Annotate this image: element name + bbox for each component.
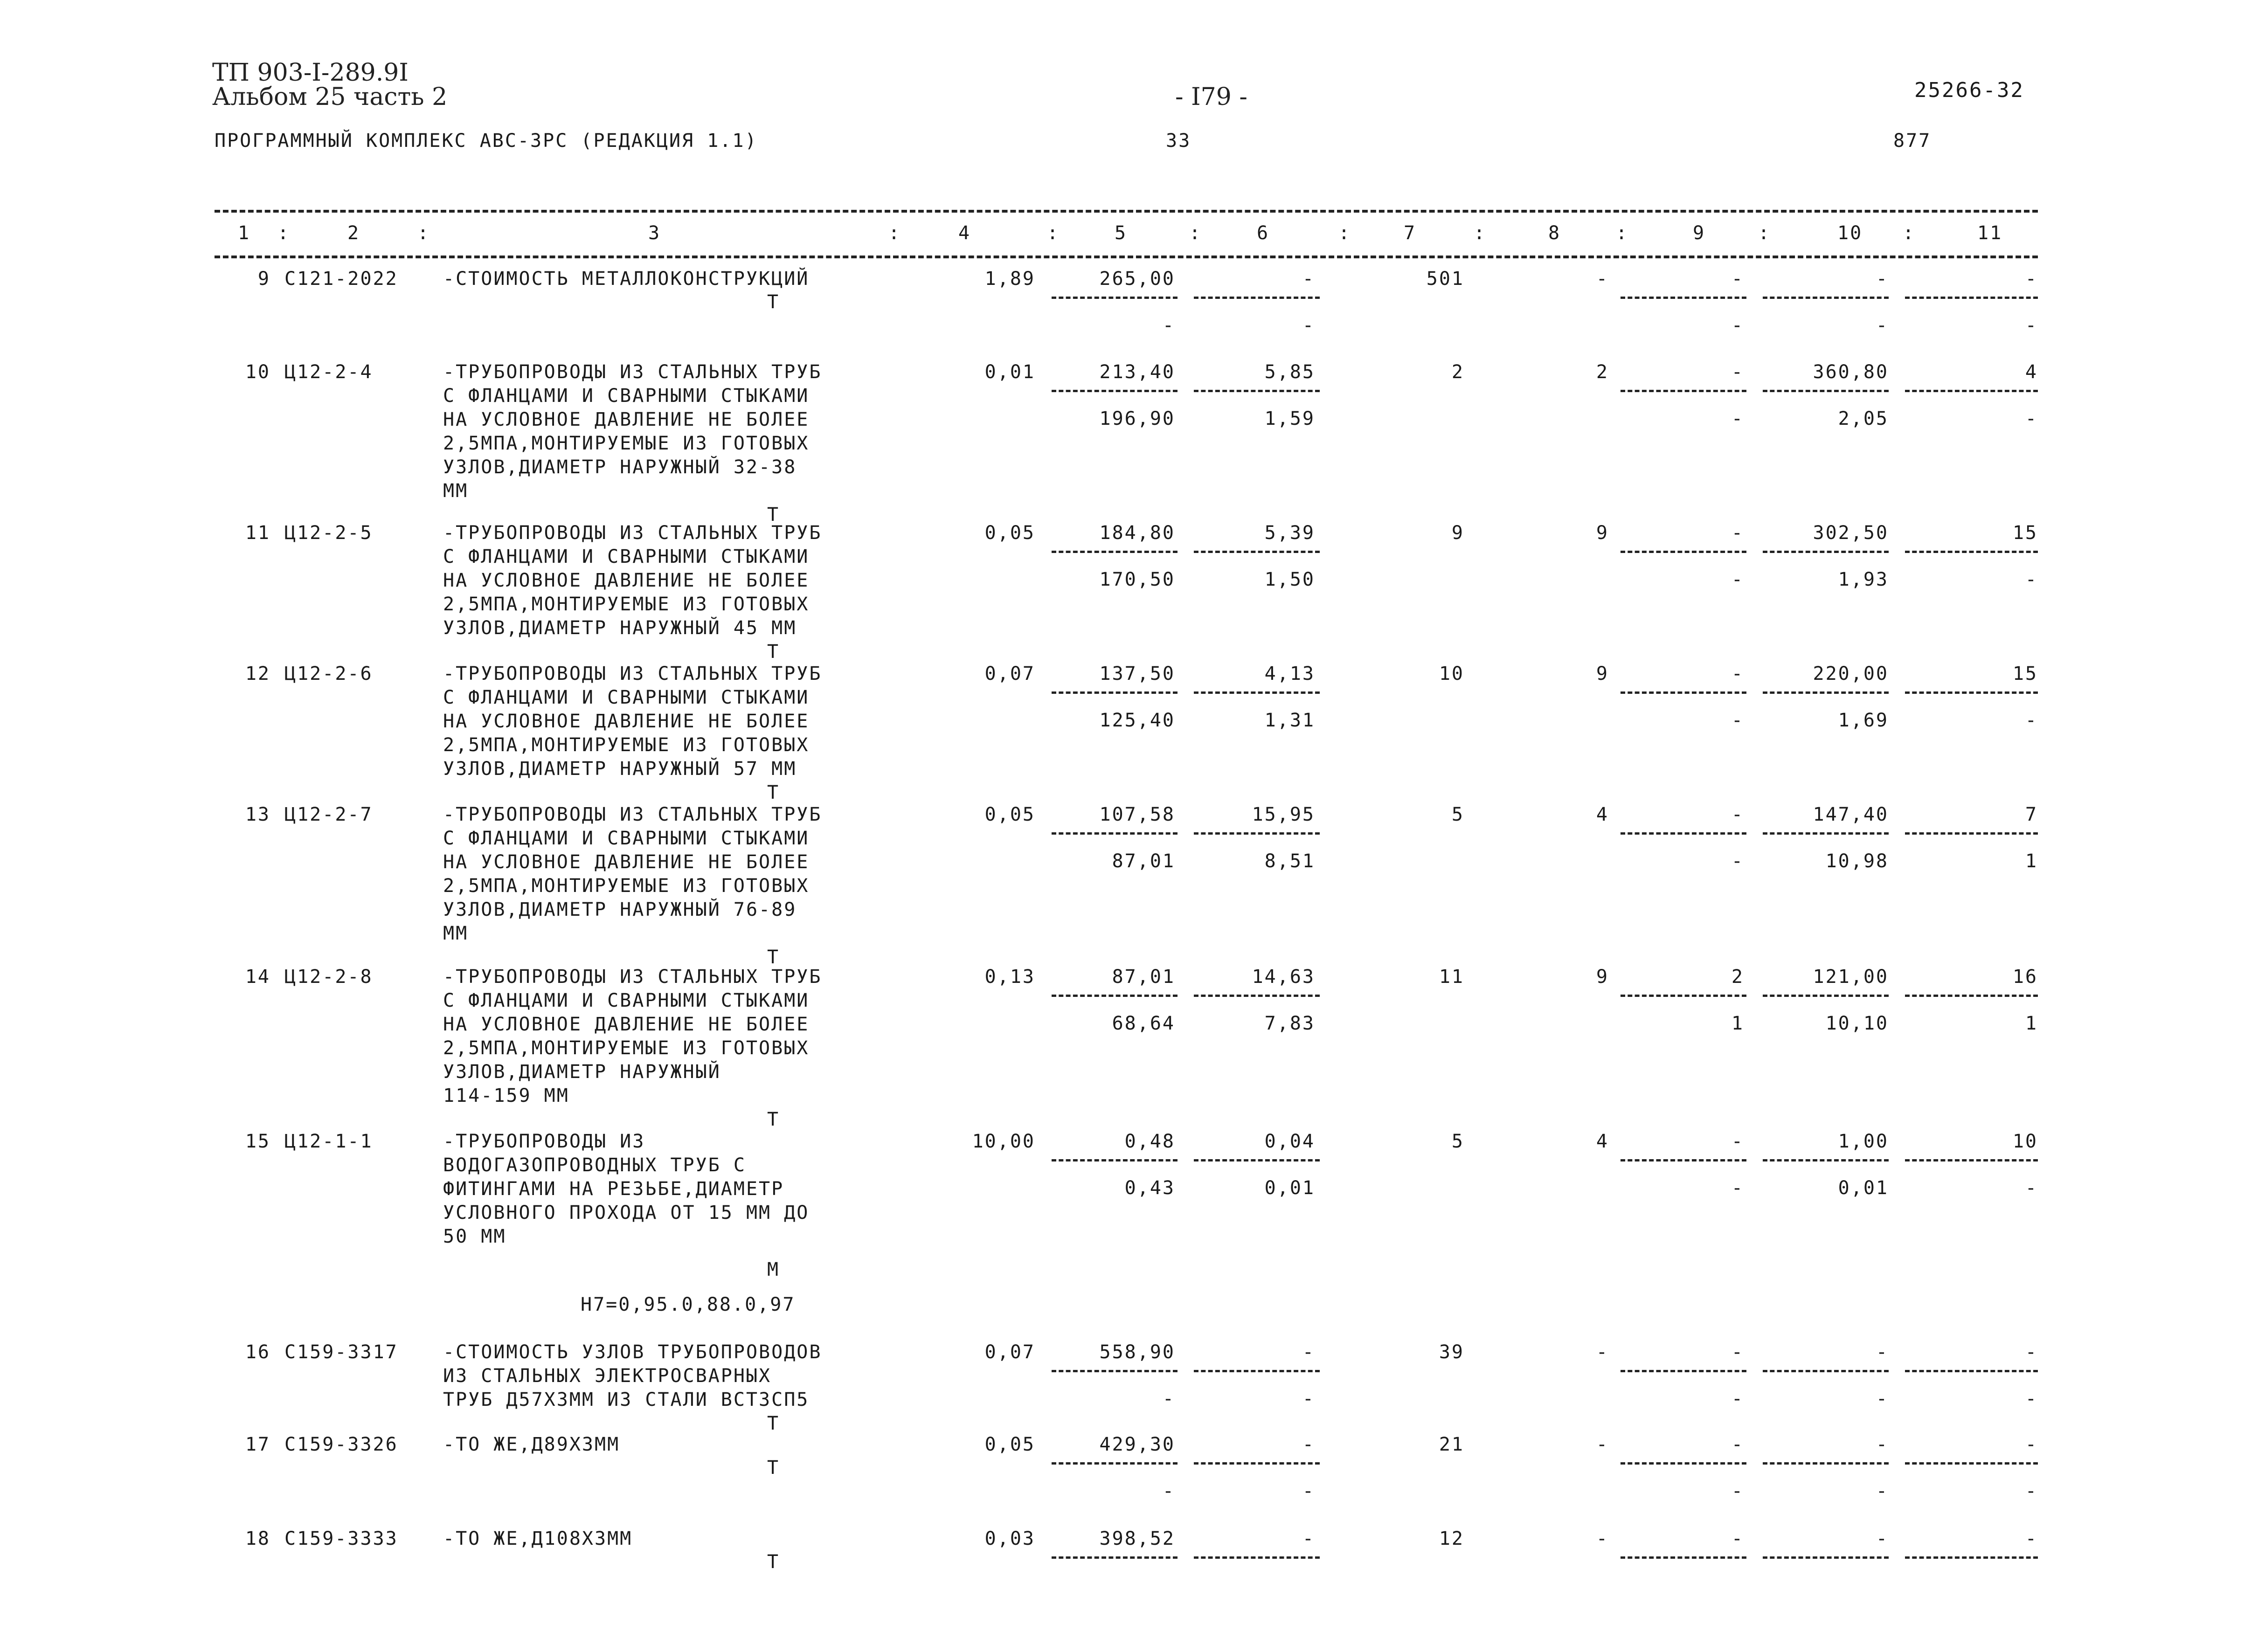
- work-description-line: 2,5МПА,МОНТИРУЕМЫЕ ИЗ ГОТОВЫХ: [443, 594, 810, 615]
- cost-machines-value: -: [1731, 522, 1744, 544]
- work-description-line: УЗЛОВ,ДИАМЕТР НАРУЖНЫЙ 32-38: [443, 456, 797, 478]
- price-machines-value: -: [1302, 1528, 1315, 1549]
- labor-machinists-total-value: 1: [2025, 850, 2038, 872]
- fraction-line: [1194, 390, 1320, 392]
- price-machinist-wages-value: 1,50: [1264, 569, 1315, 590]
- quantity-value: 0,03: [984, 1528, 1035, 1549]
- work-description-line: -СТОИМОСТЬ УЗЛОВ ТРУБОПРОВОДОВ: [443, 1341, 822, 1363]
- column-header-10: 10: [1837, 222, 1863, 244]
- unit-of-measure: Т: [767, 291, 780, 313]
- cost-machines-value: 2: [1731, 966, 1744, 988]
- quantity-value: 10,00: [972, 1131, 1035, 1152]
- labor-value: -: [1876, 1341, 1889, 1363]
- price-machines-value: 15,95: [1252, 804, 1315, 825]
- column-separator: :: [1616, 222, 1629, 244]
- fraction-line: [1763, 995, 1889, 997]
- cost-wages-value: 9: [1596, 663, 1609, 684]
- cost-machinist-wages-value: -: [1731, 1388, 1744, 1410]
- cost-machines-value: -: [1731, 268, 1744, 290]
- price-machines-value: -: [1302, 268, 1315, 290]
- row-number: 12: [245, 663, 270, 684]
- cost-total-value: 5: [1451, 804, 1464, 825]
- fraction-line: [1621, 1462, 1746, 1465]
- labor-value: -: [1876, 1528, 1889, 1549]
- labor-machinists-total-value: -: [2025, 315, 2038, 336]
- row-number: 11: [245, 522, 270, 544]
- price-machinist-wages-value: 1,31: [1264, 710, 1315, 731]
- column-separator: :: [1474, 222, 1487, 244]
- labor-machinists-value: 10,10: [1825, 1013, 1889, 1034]
- work-description-line: ВОДОГАЗОПРОВОДНЫХ ТРУБ С: [443, 1154, 746, 1176]
- fraction-line: [1763, 1370, 1889, 1372]
- labor-value: 1,00: [1838, 1131, 1889, 1152]
- column-header-4: 4: [958, 222, 971, 244]
- fraction-line: [1763, 390, 1889, 392]
- labor-machinists-total-value: -: [2025, 1388, 2038, 1410]
- work-description-line: -ТО ЖЕ,Д108Х3ММ: [443, 1528, 633, 1549]
- labor-value: -: [1876, 268, 1889, 290]
- cost-total-value: 9: [1451, 522, 1464, 544]
- price-machinist-wages-value: 7,83: [1264, 1013, 1315, 1034]
- price-total-value: 213,40: [1099, 361, 1175, 383]
- quantity-value: 0,13: [984, 966, 1035, 988]
- cost-total-value: 501: [1426, 268, 1464, 290]
- price-total-value: 87,01: [1112, 966, 1175, 988]
- column-separator: :: [1189, 222, 1202, 244]
- column-header-7: 7: [1404, 222, 1417, 244]
- fraction-line: [1052, 1556, 1177, 1559]
- labor-machinists-total-value: -: [2025, 710, 2038, 731]
- fraction-line: [1052, 551, 1177, 553]
- fraction-line: [1905, 1462, 2038, 1465]
- fraction-line: [1763, 297, 1889, 299]
- work-description-line: С ФЛАНЦАМИ И СВАРНЫМИ СТЫКАМИ: [443, 385, 810, 407]
- quantity-value: 0,05: [984, 1434, 1035, 1455]
- fraction-line: [1194, 551, 1320, 553]
- work-description-line: ММ: [443, 480, 469, 502]
- price-wages-value: -: [1162, 315, 1175, 336]
- column-header-6: 6: [1257, 222, 1270, 244]
- unit-of-measure: Т: [767, 947, 780, 968]
- work-description-line: -ТРУБОПРОВОДЫ ИЗ СТАЛЬНЫХ ТРУБ: [443, 361, 822, 383]
- fraction-line: [1905, 1370, 2038, 1372]
- row-number: 15: [245, 1131, 270, 1152]
- row-number: 17: [245, 1434, 270, 1455]
- cost-machinist-wages-value: -: [1731, 315, 1744, 336]
- coefficient-note: Н7=0,95.0,88.0,97: [581, 1294, 796, 1315]
- price-wages-value: 87,01: [1112, 850, 1175, 872]
- work-description-line: С ФЛАНЦАМИ И СВАРНЫМИ СТЫКАМИ: [443, 990, 810, 1011]
- fraction-line: [1621, 691, 1746, 694]
- price-machinist-wages-value: 8,51: [1264, 850, 1315, 872]
- fraction-line: [1905, 297, 2038, 299]
- price-wages-value: 196,90: [1099, 408, 1175, 429]
- fraction-line: [1905, 1159, 2038, 1161]
- labor-total-value: -: [2025, 1341, 2038, 1363]
- price-total-value: 107,58: [1099, 804, 1175, 825]
- fraction-line: [1194, 1159, 1320, 1161]
- price-machinist-wages-value: -: [1302, 1388, 1315, 1410]
- work-description-line: -ТО ЖЕ,Д89Х3ММ: [443, 1434, 620, 1455]
- program-title: ПРОГРАММНЫЙ КОМПЛЕКС АВС-3РС (РЕДАКЦИЯ 1.1): [215, 130, 758, 152]
- unit-of-measure: Т: [767, 504, 780, 525]
- price-wages-value: 125,40: [1099, 710, 1175, 731]
- price-total-value: 558,90: [1099, 1341, 1175, 1363]
- quantity-value: 0,05: [984, 522, 1035, 544]
- work-description-line: 2,5МПА,МОНТИРУЕМЫЕ ИЗ ГОТОВЫХ: [443, 734, 810, 756]
- labor-total-value: 15: [2012, 522, 2038, 544]
- column-separator: :: [888, 222, 901, 244]
- price-total-value: 0,48: [1124, 1131, 1175, 1152]
- labor-value: 121,00: [1813, 966, 1889, 988]
- work-description-line: -ТРУБОПРОВОДЫ ИЗ СТАЛЬНЫХ ТРУБ: [443, 663, 822, 684]
- cost-machines-value: -: [1731, 1341, 1744, 1363]
- column-header-9: 9: [1693, 222, 1706, 244]
- unit-of-measure: М: [767, 1259, 780, 1280]
- price-machines-value: 5,39: [1264, 522, 1315, 544]
- fraction-line: [1905, 551, 2038, 553]
- cost-wages-value: -: [1596, 1341, 1609, 1363]
- cost-machines-value: -: [1731, 1434, 1744, 1455]
- quantity-value: 0,01: [984, 361, 1035, 383]
- work-description-line: 2,5МПА,МОНТИРУЕМЫЕ ИЗ ГОТОВЫХ: [443, 875, 810, 897]
- price-wages-value: 0,43: [1124, 1177, 1175, 1199]
- work-description-line: НА УСЛОВНОЕ ДАВЛЕНИЕ НЕ БОЛЕЕ: [443, 851, 810, 873]
- labor-machinists-total-value: -: [2025, 1177, 2038, 1199]
- fraction-line: [1905, 995, 2038, 997]
- labor-machinists-value: 2,05: [1838, 408, 1889, 429]
- fraction-line: [1194, 832, 1320, 835]
- fraction-line: [1052, 390, 1177, 392]
- fraction-line: [1052, 995, 1177, 997]
- price-machines-value: 14,63: [1252, 966, 1315, 988]
- cost-wages-value: -: [1596, 268, 1609, 290]
- work-description-line: ТРУБ Д57Х3ММ ИЗ СТАЛИ ВСТ3СП5: [443, 1389, 810, 1410]
- rate-code: С159-3333: [284, 1528, 398, 1549]
- cost-wages-value: -: [1596, 1528, 1609, 1549]
- labor-machinists-value: 0,01: [1838, 1177, 1889, 1199]
- fraction-line: [1621, 832, 1746, 835]
- cost-machines-value: -: [1731, 361, 1744, 383]
- fraction-line: [1621, 1370, 1746, 1372]
- rate-code: Ц12-1-1: [284, 1131, 373, 1152]
- cost-machines-value: -: [1731, 804, 1744, 825]
- cost-wages-value: 9: [1596, 966, 1609, 988]
- page-number: - I79 -: [1175, 83, 1247, 111]
- labor-value: 360,80: [1813, 361, 1889, 383]
- fraction-line: [1052, 832, 1177, 835]
- column-header-8: 8: [1548, 222, 1561, 244]
- labor-machinists-value: -: [1876, 1480, 1889, 1502]
- labor-value: 220,00: [1813, 663, 1889, 684]
- price-total-value: 398,52: [1099, 1528, 1175, 1549]
- cost-wages-value: 2: [1596, 361, 1609, 383]
- price-wages-value: -: [1162, 1480, 1175, 1502]
- quantity-value: 0,07: [984, 663, 1035, 684]
- doc-code: ТП 903-I-289.9I: [212, 59, 409, 87]
- work-description-line: -ТРУБОПРОВОДЫ ИЗ СТАЛЬНЫХ ТРУБ: [443, 804, 822, 825]
- cost-total-value: 2: [1451, 361, 1464, 383]
- column-header-11: 11: [1977, 222, 2003, 244]
- fraction-line: [1621, 995, 1746, 997]
- fraction-line: [1194, 1462, 1320, 1465]
- fraction-line: [1052, 1462, 1177, 1465]
- unit-of-measure: Т: [767, 1413, 780, 1434]
- price-total-value: 137,50: [1099, 663, 1175, 684]
- labor-machinists-total-value: -: [2025, 1480, 2038, 1502]
- column-separator: :: [1758, 222, 1771, 244]
- cost-machinist-wages-value: -: [1731, 710, 1744, 731]
- work-description-line: 50 ММ: [443, 1226, 506, 1247]
- work-description-line: ММ: [443, 923, 469, 944]
- fraction-line: [1905, 691, 2038, 694]
- work-description-line: 2,5МПА,МОНТИРУЕМЫЕ ИЗ ГОТОВЫХ: [443, 433, 810, 454]
- work-description-line: УЗЛОВ,ДИАМЕТР НАРУЖНЫЙ 45 ММ: [443, 617, 797, 639]
- rate-code: С159-3317: [284, 1341, 398, 1363]
- price-total-value: 184,80: [1099, 522, 1175, 544]
- work-description-line: НА УСЛОВНОЕ ДАВЛЕНИЕ НЕ БОЛЕЕ: [443, 1014, 810, 1035]
- cost-machinist-wages-value: -: [1731, 850, 1744, 872]
- cost-machinist-wages-value: -: [1731, 1177, 1744, 1199]
- price-machinist-wages-value: 0,01: [1264, 1177, 1315, 1199]
- work-description-line: ФИТИНГАМИ НА РЕЗЬБЕ,ДИАМЕТР: [443, 1178, 784, 1200]
- column-separator: :: [1047, 222, 1060, 244]
- fraction-line: [1621, 1556, 1746, 1559]
- work-description-line: УЗЛОВ,ДИАМЕТР НАРУЖНЫЙ 76-89: [443, 899, 797, 920]
- work-description-line: НА УСЛОВНОЕ ДАВЛЕНИЕ НЕ БОЛЕЕ: [443, 570, 810, 591]
- code-number: 877: [1893, 130, 1932, 152]
- work-description-line: 114-159 ММ: [443, 1085, 569, 1106]
- work-description-line: -ТРУБОПРОВОДЫ ИЗ СТАЛЬНЫХ ТРУБ: [443, 966, 822, 988]
- work-description-line: НА УСЛОВНОЕ ДАВЛЕНИЕ НЕ БОЛЕЕ: [443, 711, 810, 732]
- fraction-line: [1194, 297, 1320, 299]
- labor-total-value: 15: [2012, 663, 2038, 684]
- sheet-number: 33: [1166, 130, 1191, 152]
- labor-total-value: 4: [2025, 361, 2038, 383]
- cost-total-value: 5: [1451, 1131, 1464, 1152]
- work-description-line: УЗЛОВ,ДИАМЕТР НАРУЖНЫЙ 57 ММ: [443, 758, 797, 780]
- row-number: 16: [245, 1341, 270, 1363]
- labor-total-value: 16: [2012, 966, 2038, 988]
- work-description-line: УЗЛОВ,ДИАМЕТР НАРУЖНЫЙ: [443, 1061, 721, 1083]
- quantity-value: 1,89: [984, 268, 1035, 290]
- fraction-line: [1763, 1159, 1889, 1161]
- fraction-line: [1621, 1159, 1746, 1161]
- work-description-line: 2,5МПА,МОНТИРУЕМЫЕ ИЗ ГОТОВЫХ: [443, 1037, 810, 1059]
- labor-machinists-total-value: -: [2025, 569, 2038, 590]
- price-machinist-wages-value: 1,59: [1264, 408, 1315, 429]
- unit-of-measure: Т: [767, 1457, 780, 1479]
- fraction-line: [1194, 1556, 1320, 1559]
- column-separator: :: [1338, 222, 1351, 244]
- cost-machines-value: -: [1731, 1131, 1744, 1152]
- row-number: 9: [257, 268, 270, 290]
- column-separator: :: [277, 222, 291, 244]
- rate-code: С121-2022: [284, 268, 398, 290]
- fraction-line: [1194, 1370, 1320, 1372]
- fraction-line: [1905, 1556, 2038, 1559]
- fraction-line: [1621, 551, 1746, 553]
- rate-code: Ц12-2-4: [284, 361, 373, 383]
- cost-total-value: 10: [1439, 663, 1464, 684]
- labor-machinists-value: 10,98: [1825, 850, 1889, 872]
- labor-total-value: -: [2025, 268, 2038, 290]
- work-description-line: С ФЛАНЦАМИ И СВАРНЫМИ СТЫКАМИ: [443, 546, 810, 567]
- work-description-line: С ФЛАНЦАМИ И СВАРНЫМИ СТЫКАМИ: [443, 687, 810, 708]
- price-wages-value: -: [1162, 1388, 1175, 1410]
- fraction-line: [1905, 390, 2038, 392]
- row-number: 18: [245, 1528, 270, 1549]
- labor-machinists-value: 1,69: [1838, 710, 1889, 731]
- fraction-line: [1763, 1556, 1889, 1559]
- fraction-line: [1052, 691, 1177, 694]
- price-machines-value: -: [1302, 1341, 1315, 1363]
- price-machinist-wages-value: -: [1302, 315, 1315, 336]
- labor-total-value: -: [2025, 1528, 2038, 1549]
- quantity-value: 0,07: [984, 1341, 1035, 1363]
- column-separator: :: [417, 222, 430, 244]
- price-machines-value: 5,85: [1264, 361, 1315, 383]
- price-wages-value: 170,50: [1099, 569, 1175, 590]
- labor-total-value: 7: [2025, 804, 2038, 825]
- fraction-line: [1763, 832, 1889, 835]
- cost-machinist-wages-value: -: [1731, 408, 1744, 429]
- work-description-line: ИЗ СТАЛЬНЫХ ЭЛЕКТРОСВАРНЫХ: [443, 1365, 772, 1387]
- fraction-line: [1052, 297, 1177, 299]
- column-header-2: 2: [347, 222, 360, 244]
- cost-wages-value: -: [1596, 1434, 1609, 1455]
- labor-value: -: [1876, 1434, 1889, 1455]
- rate-code: Ц12-2-7: [284, 804, 373, 825]
- labor-machinists-value: -: [1876, 1388, 1889, 1410]
- fraction-line: [1052, 1370, 1177, 1372]
- rate-code: Ц12-2-5: [284, 522, 373, 544]
- cost-wages-value: 4: [1596, 1131, 1609, 1152]
- rate-code: Ц12-2-6: [284, 663, 373, 684]
- cost-total-value: 39: [1439, 1341, 1464, 1363]
- fraction-line: [1194, 995, 1320, 997]
- row-number: 13: [245, 804, 270, 825]
- row-number: 10: [245, 361, 270, 383]
- labor-value: 302,50: [1813, 522, 1889, 544]
- labor-machinists-total-value: -: [2025, 408, 2038, 429]
- cost-wages-value: 4: [1596, 804, 1609, 825]
- work-description-line: УСЛОВНОГО ПРОХОДА ОТ 15 ММ ДО: [443, 1202, 810, 1223]
- labor-value: 147,40: [1813, 804, 1889, 825]
- price-machines-value: -: [1302, 1434, 1315, 1455]
- rate-code: С159-3326: [284, 1434, 398, 1455]
- fraction-line: [1763, 691, 1889, 694]
- cost-machines-value: -: [1731, 663, 1744, 684]
- labor-total-value: -: [2025, 1434, 2038, 1455]
- rate-code: Ц12-2-8: [284, 966, 373, 988]
- archive-stamp: 25266-32: [1914, 78, 2024, 102]
- price-machines-value: 4,13: [1264, 663, 1315, 684]
- cost-machinist-wages-value: 1: [1731, 1013, 1744, 1034]
- column-header-5: 5: [1115, 222, 1128, 244]
- cost-total-value: 12: [1439, 1528, 1464, 1549]
- quantity-value: 0,05: [984, 804, 1035, 825]
- album-label: Альбом 25 часть 2: [212, 83, 448, 111]
- cost-total-value: 11: [1439, 966, 1464, 988]
- fraction-line: [1621, 390, 1746, 392]
- row-number: 14: [245, 966, 270, 988]
- labor-machinists-total-value: 1: [2025, 1013, 2038, 1034]
- fraction-line: [1763, 551, 1889, 553]
- fraction-line: [1194, 691, 1320, 694]
- price-machines-value: 0,04: [1264, 1131, 1315, 1152]
- price-total-value: 265,00: [1099, 268, 1175, 290]
- fraction-line: [1621, 297, 1746, 299]
- labor-machinists-value: -: [1876, 315, 1889, 336]
- column-separator: :: [1903, 222, 1916, 244]
- fraction-line: [1052, 1159, 1177, 1161]
- cost-machinist-wages-value: -: [1731, 1480, 1744, 1502]
- work-description-line: С ФЛАНЦАМИ И СВАРНЫМИ СТЫКАМИ: [443, 828, 810, 849]
- column-header-3: 3: [648, 222, 661, 244]
- unit-of-measure: Т: [767, 1551, 780, 1573]
- unit-of-measure: Т: [767, 641, 780, 663]
- unit-of-measure: Т: [767, 782, 780, 803]
- labor-total-value: 10: [2012, 1131, 2038, 1152]
- work-description-line: НА УСЛОВНОЕ ДАВЛЕНИЕ НЕ БОЛЕЕ: [443, 409, 810, 430]
- unit-of-measure: Т: [767, 1109, 780, 1130]
- cost-machinist-wages-value: -: [1731, 569, 1744, 590]
- fraction-line: [1763, 1462, 1889, 1465]
- price-total-value: 429,30: [1099, 1434, 1175, 1455]
- work-description-line: -ТРУБОПРОВОДЫ ИЗ СТАЛЬНЫХ ТРУБ: [443, 522, 822, 544]
- cost-machines-value: -: [1731, 1528, 1744, 1549]
- cost-total-value: 21: [1439, 1434, 1464, 1455]
- labor-machinists-value: 1,93: [1838, 569, 1889, 590]
- cost-wages-value: 9: [1596, 522, 1609, 544]
- fraction-line: [1905, 832, 2038, 835]
- work-description-line: -ТРУБОПРОВОДЫ ИЗ: [443, 1131, 645, 1152]
- column-header-1: 1: [238, 222, 251, 244]
- price-wages-value: 68,64: [1112, 1013, 1175, 1034]
- price-machinist-wages-value: -: [1302, 1480, 1315, 1502]
- work-description-line: -СТОИМОСТЬ МЕТАЛЛОКОНСТРУКЦИЙ: [443, 268, 810, 290]
